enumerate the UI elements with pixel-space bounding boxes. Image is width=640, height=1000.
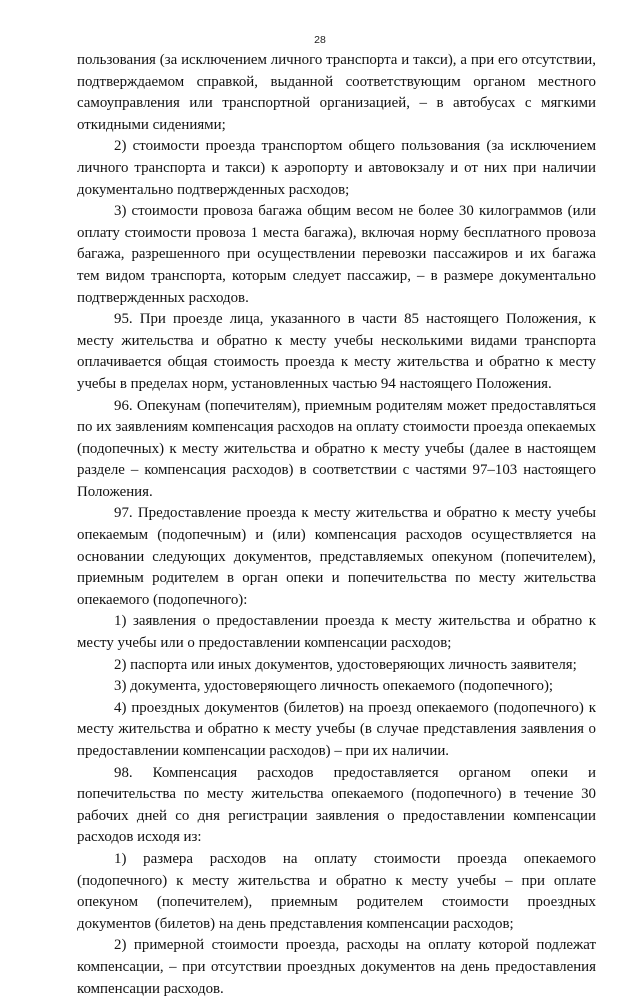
- paragraph-continuation: пользования (за исключением личного транспорта и такси), а при его отсутствии, подтверждаемом справкой, выданной соответствующим органом местного самоуправления или транспортной организацией, – в автобусах с мягкими откидными сидениями;: [77, 52, 596, 133]
- paragraph-97-item-2: 2) паспорта или иных документов, удостоверяющих личность заявителя;: [114, 656, 577, 673]
- paragraph-97-item-4: 4) проездных документов (билетов) на проезд опекаемого (подопечного) к месту жительства и обратно к месту учебы (в случае представления заявления о предоставлении компенсации расходов) – при их наличии.: [77, 699, 596, 759]
- paragraph-section-96: 96. Опекунам (попечителям), приемным родителям может предоставляться по их заявлениям компенсация расходов на оплату стоимости проезда опекаемых (подопечных) к месту жительства и обратно к месту учебы (далее в настоящем разделе – компенсация расходов) в соответствии с частями 97–103 настоящего Положения.: [77, 397, 596, 500]
- page-number: 28: [314, 34, 326, 46]
- paragraph-98-item-2: 2) примерной стоимости проезда, расходы на оплату которой подлежат компенсации, – при отсутствии проездных документов на день предоставления компенсации расходов.: [77, 937, 596, 997]
- paragraph-item-2: 2) стоимости проезда транспортом общего пользования (за исключением личного транспорта и такси) к аэропорту и автовокзалу и от них при наличии документально подтвержденных расходов;: [77, 138, 596, 198]
- paragraph-97-item-1: 1) заявления о предоставлении проезда к месту жительства и обратно к месту учебы или о предоставлении компенсации расходов;: [77, 613, 596, 652]
- paragraph-97-item-3: 3) документа, удостоверяющего личность опекаемого (подопечного);: [114, 678, 554, 695]
- paragraph-section-95: 95. При проезде лица, указанного в части 85 настоящего Положения, к месту жительства и обратно к месту учебы несколькими видами транспорта оплачивается общая стоимость проезда к месту жительства и обратно к месту учебы в пределах норм, установленных частью 94 настоящего Положения.: [77, 311, 596, 392]
- paragraph-section-98: 98. Компенсация расходов предоставляется органом опеки и попечительства по месту жительства опекаемого (подопечного) в течение 30 рабочих дней со дня регистрации заявления о предоставлении компенсации расходов исходя из:: [77, 764, 596, 846]
- paragraph-section-97: 97. Предоставление проезда к месту жительства и обратно к месту учебы опекаемым (подопечным) и (или) компенсация расходов осуществляется на основании следующих документов, представляемых опекуном (попечителем), приемным родителем в орган опеки и попечительства по месту жительства опекаемого (подопечного):: [77, 505, 596, 608]
- paragraph-98-item-1: 1) размера расходов на оплату стоимости проезда опекаемого (подопечного) к месту жительства и обратно к месту учебы – при оплате опекуном (попечителем), приемным родителем стоимости проездных документов (билетов) на день представления компенсации расходов;: [77, 850, 596, 932]
- paragraph-item-3: 3) стоимости провоза багажа общим весом не более 30 килограммов (или оплату стоимости провоза 1 места багажа), включая норму бесплатного провоза багажа, разрешенного при осуществлении перевозки пассажиров и их багажа тем видом транспорта, которым следует пассажир, – в размере документально подтвержденных расходов.: [77, 203, 596, 306]
- document-body: [77, 50, 596, 1000]
